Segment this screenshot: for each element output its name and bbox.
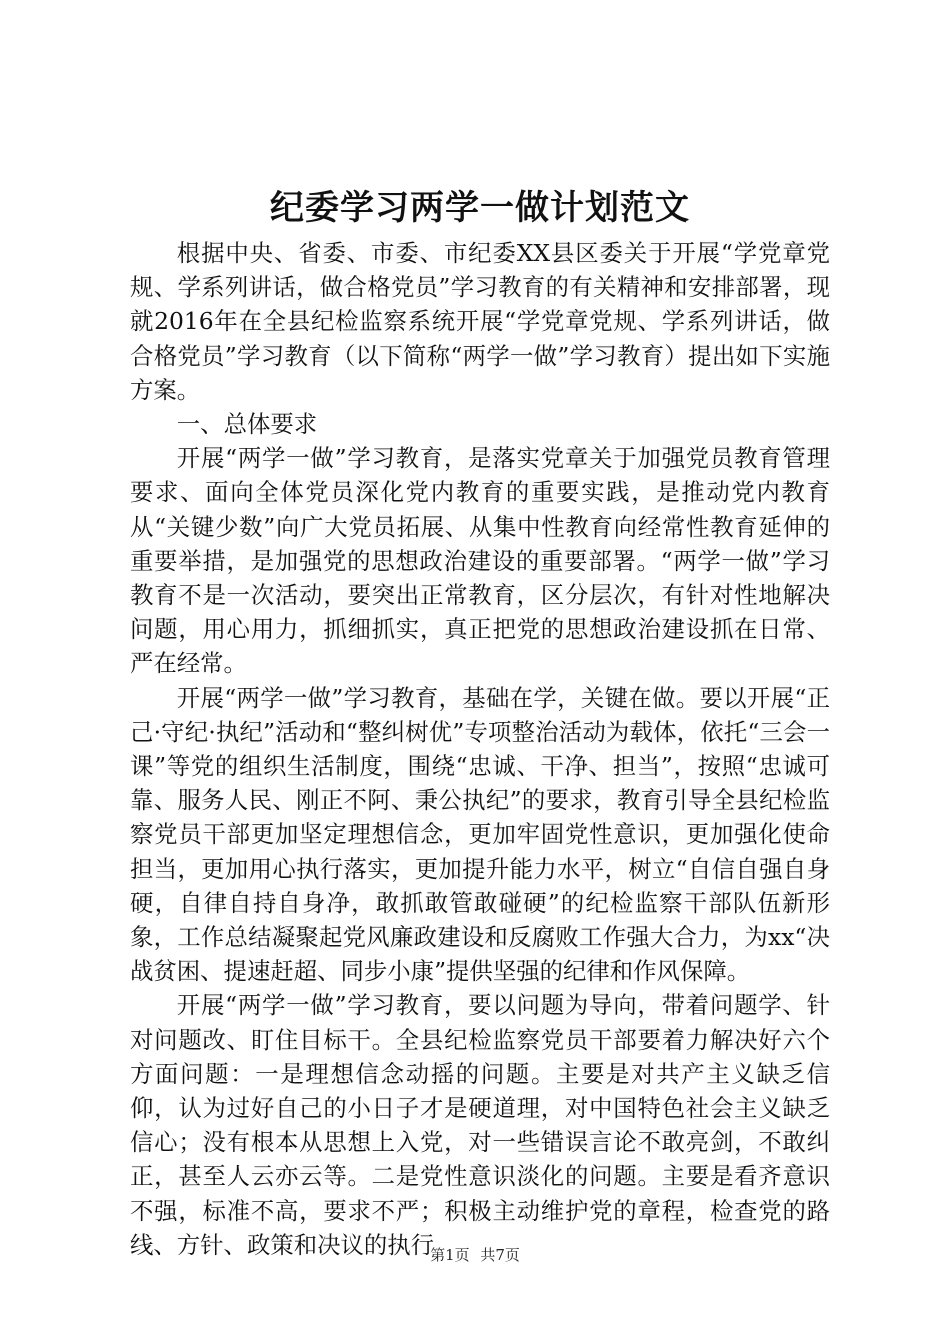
document-title: 纪委学习两学一做计划范文: [270, 188, 690, 228]
page-number: 第1页: [430, 1246, 470, 1264]
document-body: [130, 236, 830, 1262]
document-page: [130, 0, 830, 1344]
paragraph: 开展“两学一做”学习教育，基础在学，关键在做。要以开展“正己·守纪·执纪”活动和“整纠树优”专项整治活动为载体，依托“三会一课”等党的组织生活制度，围绕“忠诚、干净、担当”，按照“忠诚可靠、服务人民、刚正不阿、秉公执纪”的要求，教育引导全县纪检监察党员干部更加坚定理想信念，更加牢固党性意识，更加强化使命担当，更加用心执行落实，更加提升能力水平，树立“自信自强自身硬，自律自持自身净，敢抓敢管敢碰硬”的纪检监察干部队伍新形象，工作总结凝聚起党风廉政建设和反腐败工作强大合力，为xx“决战贫困、提速赶超、同步小康”提供坚强的纪律和作风保障。: [130, 683, 830, 986]
paragraph: 开展“两学一做”学习教育，是落实党章关于加强党员教育管理要求、面向全体党员深化党内教育的重要实践，是推动党内教育从“关键少数”向广大党员拓展、从集中性教育向经常性教育延伸的重要举措，是加强党的思想政治建设的重要部署。“两学一做”学习教育不是一次活动，要突出正常教育，区分层次，有针对性地解决问题，用心用力，抓细抓实，真正把党的思想政治建设抓在日常、严在经常。: [130, 444, 830, 678]
page-total: 共7页: [480, 1246, 520, 1264]
page-footer: [0, 1244, 950, 1265]
section-heading: 一、总体要求: [176, 410, 318, 439]
paragraph: 开展“两学一做”学习教育，要以问题为导向，带着问题学、针对问题改、盯住目标干。全县纪检监察党员干部要着力解决好六个方面问题：一是理想信念动摇的问题。主要是对共产主义缺乏信仰，认为过好自己的小日子才是硬道理，对中国特色社会主义缺乏信心；没有根本从思想上入党，对一些错误言论不敢亮剑，不敢纠正，甚至人云亦云等。二是党性意识淡化的问题。主要是看齐意识不强，标准不高，要求不严；积极主动维护党的章程，检查党的路线、方针、政策和决议的执行: [130, 991, 830, 1259]
paragraph-intro: 根据中央、省委、市委、市纪委XX县区委关于开展“学党章党规、学系列讲话，做合格党员”学习教育的有关精神和安排部署，现就2016年在全县纪检监察系统开展“学党章党规、学系列讲话，做合格党员”学习教育（以下简称“两学一做”学习教育）提出如下实施方案。: [130, 239, 830, 404]
